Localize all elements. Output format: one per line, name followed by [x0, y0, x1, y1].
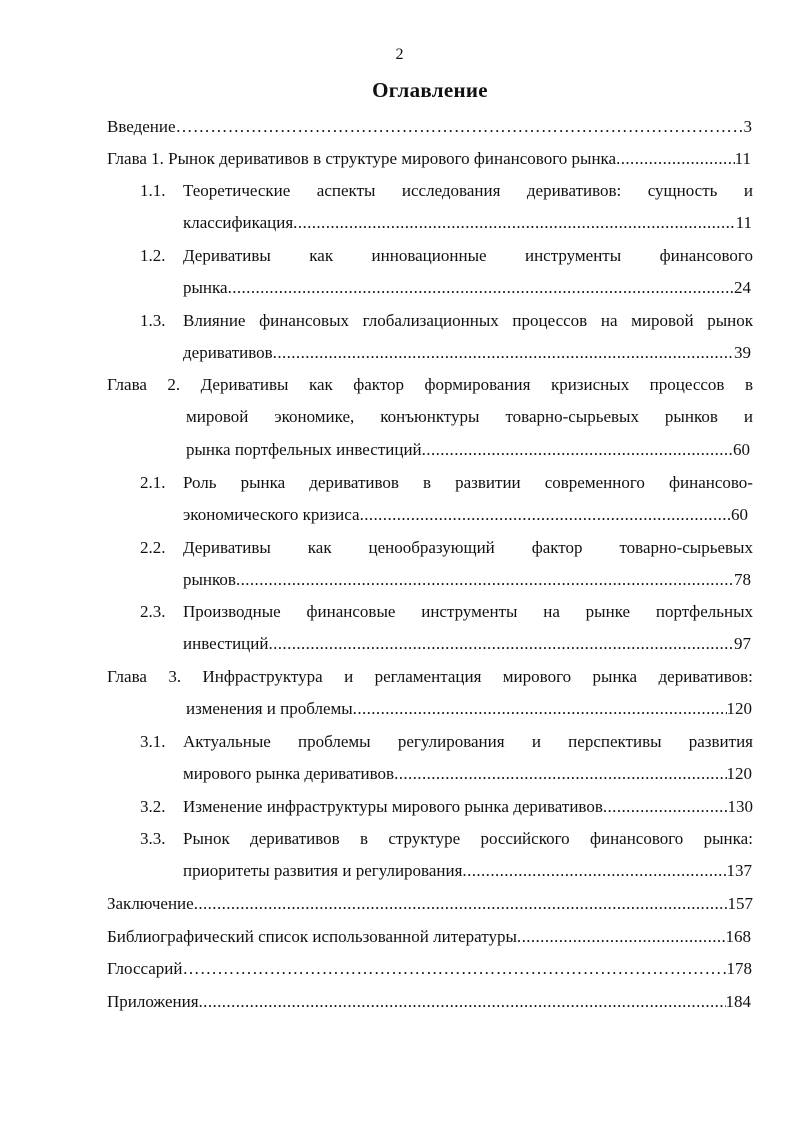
toc-entry-2-1-line2[interactable] [183, 504, 748, 526]
word: как [309, 246, 334, 265]
toc-entry-3-1-line1[interactable] [183, 731, 753, 753]
section-number: 1.1. [140, 181, 166, 200]
toc-entry-page: 178 [726, 959, 752, 978]
toc-entry-label: Введение [107, 117, 176, 136]
toc-entry-chapter-2-line1[interactable] [107, 374, 753, 396]
toc-entry-page: 60 [733, 440, 750, 459]
word: Влияние [183, 311, 246, 330]
toc-entry-chapter-2-line3[interactable] [186, 439, 750, 461]
word: инструменты [421, 602, 518, 621]
toc-entry-chapter-3-line1[interactable] [107, 666, 753, 688]
toc-entry-page: 137 [726, 861, 752, 880]
section-number: 1.3. [140, 311, 166, 330]
word: глобализационных [362, 311, 499, 330]
toc-entry-bibliography[interactable] [107, 926, 751, 948]
page-number: 2 [395, 46, 404, 63]
leader-dots [360, 504, 731, 526]
toc-entry-1-1-line2[interactable] [183, 212, 752, 234]
word: сущность [647, 181, 718, 200]
toc-entry-label: классификация [183, 213, 294, 232]
word: рынке [585, 602, 631, 621]
word: формирования [424, 375, 531, 394]
word: аспекты [316, 181, 376, 200]
toc-entry-label: Изменение инфраструктуры мирового рынка деривативов [183, 797, 603, 816]
word: мировой [631, 311, 694, 330]
toc-entry-label: деривативов [183, 343, 273, 362]
word: финансовые [306, 602, 396, 621]
toc-entry-1-3-line2[interactable] [183, 342, 751, 364]
word: Глава [107, 667, 147, 686]
toc-entry-3-2[interactable] [183, 796, 753, 818]
toc-entry-page: 78 [734, 570, 751, 589]
word: рынка [240, 473, 286, 492]
leader-dots [462, 860, 726, 882]
toc-entry-chapter-1[interactable] [107, 148, 751, 170]
toc-entry-3-3-line1[interactable] [183, 828, 753, 850]
word: рынков [664, 407, 718, 426]
word: товарно-сырьевых [505, 407, 639, 426]
word: финансово- [668, 473, 753, 492]
word: кризисных [550, 375, 630, 394]
toc-entry-page: 157 [727, 894, 753, 913]
section-number: 2.2. [140, 538, 166, 557]
word: деривативов [309, 473, 399, 492]
section-number: 3.3. [140, 829, 166, 848]
section-number: 3.1. [140, 732, 166, 751]
word: в [744, 375, 753, 394]
toc-entry-page: 130 [727, 797, 753, 816]
leader-dots [236, 569, 734, 591]
word: регулирования [397, 732, 505, 751]
toc-entry-page: 24 [734, 278, 751, 297]
toc-entry-label: рынков [183, 570, 236, 589]
toc-entry-label: Заключение [107, 894, 194, 913]
word: и [344, 667, 354, 686]
word: фактор [353, 375, 405, 394]
toc-entry-2-2-line2[interactable] [183, 569, 751, 591]
word: мировой [186, 407, 249, 426]
toc-title: Оглавление [372, 78, 488, 102]
toc-entry-page: 11 [735, 213, 752, 232]
toc-entry-label: рынка портфельных инвестиций [186, 440, 422, 459]
word: Рынок [183, 829, 230, 848]
word: Инфраструктура [202, 667, 323, 686]
word: финансового [589, 829, 684, 848]
word: мирового [502, 667, 572, 686]
word: финансовых [259, 311, 349, 330]
word: на [543, 602, 560, 621]
toc-entry-2-3-line1[interactable] [183, 601, 753, 623]
word: конъюнктуры [380, 407, 480, 426]
word: Глава [107, 375, 147, 394]
word: рынка: [703, 829, 753, 848]
leader-dots [422, 439, 733, 461]
toc-entry-2-1-line1[interactable] [183, 472, 753, 494]
word: в [360, 829, 369, 848]
word: деривативов: [658, 667, 753, 686]
section-number: 3.2. [140, 797, 166, 816]
toc-entry-3-1-line2[interactable] [183, 763, 752, 785]
leader-dots [603, 796, 728, 818]
word: перспективы [568, 732, 662, 751]
word: 2. [167, 375, 181, 394]
toc-entry-chapter-3-line2[interactable] [186, 698, 752, 720]
toc-entry-appendices[interactable] [107, 991, 751, 1013]
leader-dots [268, 633, 734, 655]
toc-entry-1-2-line1[interactable] [183, 245, 753, 267]
toc-entry-conclusion[interactable] [107, 893, 753, 915]
word: российского [480, 829, 570, 848]
word: инновационные [371, 246, 487, 265]
word: как [307, 538, 332, 557]
word: товарно-сырьевых [619, 538, 753, 557]
word: структуре [388, 829, 461, 848]
leader-dots [183, 958, 727, 980]
section-number: 2.1. [140, 473, 166, 492]
word: 3. [168, 667, 182, 686]
word: рынок [707, 311, 753, 330]
toc-entry-glossary[interactable] [107, 958, 752, 980]
toc-entry-page: 60 [731, 505, 748, 524]
toc-entry-label: изменения и проблемы [186, 699, 353, 718]
word: исследования [401, 181, 501, 200]
word: деривативов: [526, 181, 622, 200]
word: Актуальные [183, 732, 271, 751]
word: деривативов [250, 829, 340, 848]
word: на [600, 311, 618, 330]
toc-entry-label: инвестиций [183, 634, 269, 653]
toc-entry-chapter-2-line2[interactable] [186, 406, 753, 428]
toc-entry-page: 3 [743, 117, 752, 136]
word: современного [544, 473, 645, 492]
word: и [743, 181, 753, 200]
toc-entry-label: Глава 1. Рынок деривативов в структуре мирового финансового рынка [107, 149, 617, 168]
word: Деривативы [200, 375, 289, 394]
toc-entry-page: 168 [725, 927, 751, 946]
word: ценообразующий [368, 538, 495, 557]
word: развитии [455, 473, 521, 492]
section-number: 1.2. [140, 246, 166, 265]
word: регламентация [374, 667, 482, 686]
word: процессов [649, 375, 725, 394]
leader-dots [228, 277, 734, 299]
toc-entry-label: экономического кризиса [183, 505, 360, 524]
leader-dots [293, 212, 735, 234]
leader-dots [353, 698, 727, 720]
word: Деривативы [183, 246, 271, 265]
toc-entry-page: 39 [734, 343, 751, 362]
toc-entry-page: 97 [734, 634, 751, 653]
word: фактор [531, 538, 583, 557]
toc-entry-2-2-line1[interactable] [183, 537, 753, 559]
toc-entry-label: рынка [183, 278, 228, 297]
word: Роль [183, 473, 217, 492]
word: в [423, 473, 432, 492]
leader-dots [273, 342, 734, 364]
word: развития [688, 732, 753, 751]
word: Теоретические [183, 181, 291, 200]
leader-dots [199, 991, 726, 1013]
toc-entry-label: мирового рынка деривативов [183, 764, 395, 783]
leader-dots [194, 893, 728, 915]
toc-entry-page: 11 [734, 149, 751, 168]
word: как [308, 375, 333, 394]
word: Деривативы [183, 538, 271, 557]
toc-entry-3-3-line2[interactable] [183, 860, 752, 882]
word: проблемы [298, 732, 371, 751]
leader-dots [176, 116, 744, 138]
toc-entry-label: Глоссарий [107, 959, 183, 978]
word: процессов [512, 311, 588, 330]
toc-entry-page: 120 [726, 699, 752, 718]
toc-entry-page: 184 [725, 992, 751, 1011]
word: рынка [592, 667, 638, 686]
word: Производные [183, 602, 281, 621]
toc-entry-1-1-line1[interactable] [183, 180, 753, 202]
toc-entry-page: 120 [726, 764, 752, 783]
toc-entry-2-3-line2[interactable] [183, 633, 751, 655]
toc-entry-label: приоритеты развития и регулирования [183, 861, 463, 880]
word: портфельных [655, 602, 753, 621]
leader-dots [616, 148, 735, 170]
toc-entry-1-2-line2[interactable] [183, 277, 751, 299]
word: экономике, [274, 407, 355, 426]
word: и [743, 407, 753, 426]
word: финансового [659, 246, 753, 265]
toc-entry-label: Приложения [107, 992, 199, 1011]
leader-dots [517, 926, 726, 948]
word: и [531, 732, 541, 751]
toc-entry-intro[interactable] [107, 116, 752, 138]
leader-dots [394, 763, 726, 785]
section-number: 2.3. [140, 602, 166, 621]
word: инструменты [524, 246, 622, 265]
toc-entry-label: Библиографический список использованной литературы [107, 927, 517, 946]
toc-entry-1-3-line1[interactable] [183, 310, 753, 332]
